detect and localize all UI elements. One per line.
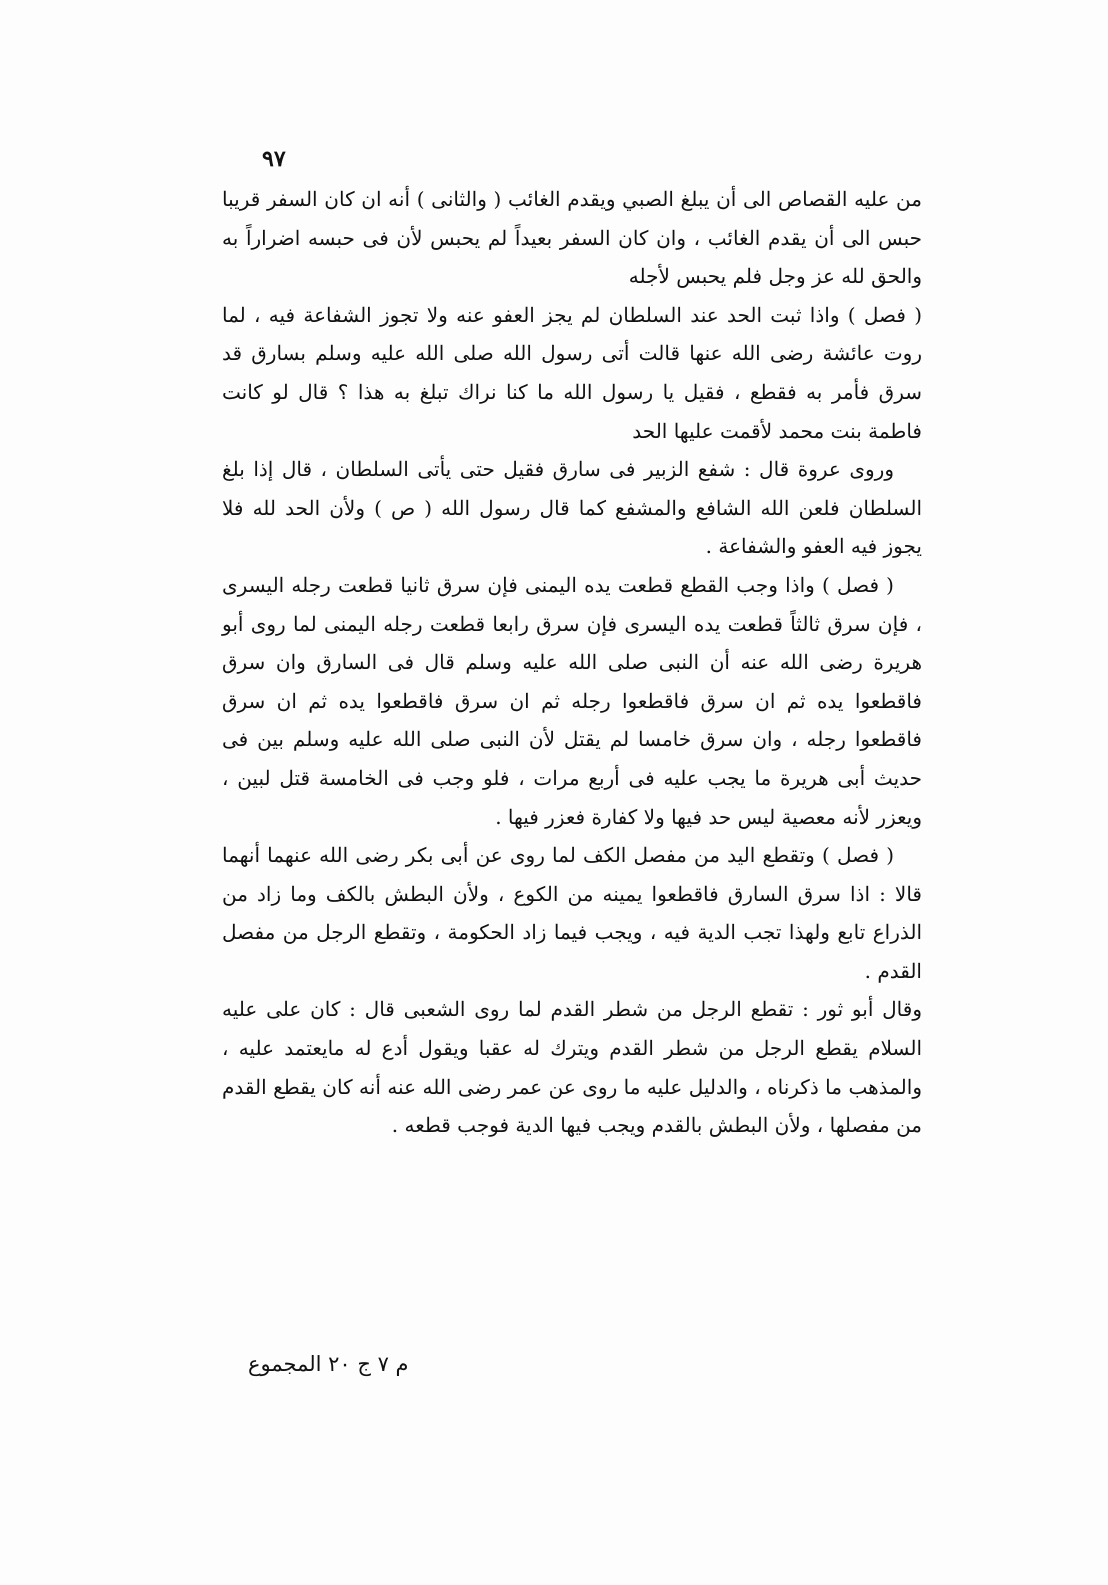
page-number: ٩٧ (262, 146, 286, 172)
paragraph-5: ( فصل ) وتقطع اليد من مفصل الكف لما روى عن أبى بكر رضى الله عنهما أنهما قالا : اذا سرق السارق فاقطعوا يمينه من الكوع ، ولأن البطش بالكف وما زاد من الذراع تابع ولهذا تجب الدية فيه ، ويجب فيما زاد الحكومة ، وتقطع الرجل من مفصل القدم . (222, 843, 922, 983)
paragraph-3: وروى عروة قال : شفع الزبير فى سارق فقيل حتى يأتى السلطان ، قال إذا بلغ السلطان فلعن الله الشافع والمشفع كما قال رسول الله ( ص ) ولأن الحد لله فلا يجوز فيه العفو والشفاعة . (222, 457, 922, 559)
paragraph-4: ( فصل ) واذا وجب القطع قطعت يده اليمنى فإن سرق ثانيا قطعت رجله اليسرى ، فإن سرق ثالثاً قطعت يده اليسرى فإن سرق رابعا قطعت رجله اليمنى لما روى أبو هريرة رضى الله عنه أن النبى صلى الله عليه وسلم قال فى السارق وان سرق فاقطعوا يده ثم ان سرق فاقطعوا رجله ثم ان سرق فاقطعوا يده ثم ان سرق فاقطعوا رجله ، وان سرق خامسا لم يقتل لأن النبى صلى الله عليه وسلم بين فى حديث أبى هريرة ما يجب عليه فى أربع مرات ، فلو وجب فى الخامسة قتل لبين ، ويعزر لأنه معصية ليس حد فيها ولا كفارة فعزر فيها . (222, 572, 922, 829)
paragraph-6: وقال أبو ثور : تقطع الرجل من شطر القدم لما روى الشعبى قال : كان على عليه السلام يقطع الرجل من شطر القدم ويترك له عقبا ويقول أدع له مايعتمد عليه ، والمذهب ما ذكرناه ، والدليل عليه ما روى عن عمر رضى الله عنه أنه كان يقطع القدم من مفصلها ، ولأن البطش بالقدم ويجب فيها الدية فوجب قطعه . (222, 997, 922, 1138)
body-text (222, 180, 922, 1145)
paragraph-1: من عليه القصاص الى أن يبلغ الصبي ويقدم الغائب ( والثانى ) أنه ان كان السفر قريبا حبس الى أن يقدم الغائب ، وان كان السفر بعيداً لم يحبس لأن فى حبسه اضراراً به والحق لله عز وجل فلم يحبس لأجله (222, 187, 922, 289)
paragraph-2: ( فصل ) واذا ثبت الحد عند السلطان لم يجز العفو عنه ولا تجوز الشفاعة فيه ، لما روت عائشة رضى الله عنها قالت أتى رسول الله صلى الله عليه وسلم بسارق قد سرق فأمر به فقطع ، فقيل يا رسول الله ما كنا نراك تبلغ به هذا ؟ قال لو كانت فاطمة بنت محمد لأقمت عليها الحد (222, 302, 922, 443)
footer-signature: م ٧ ج ٢٠ المجموع (248, 1352, 409, 1376)
